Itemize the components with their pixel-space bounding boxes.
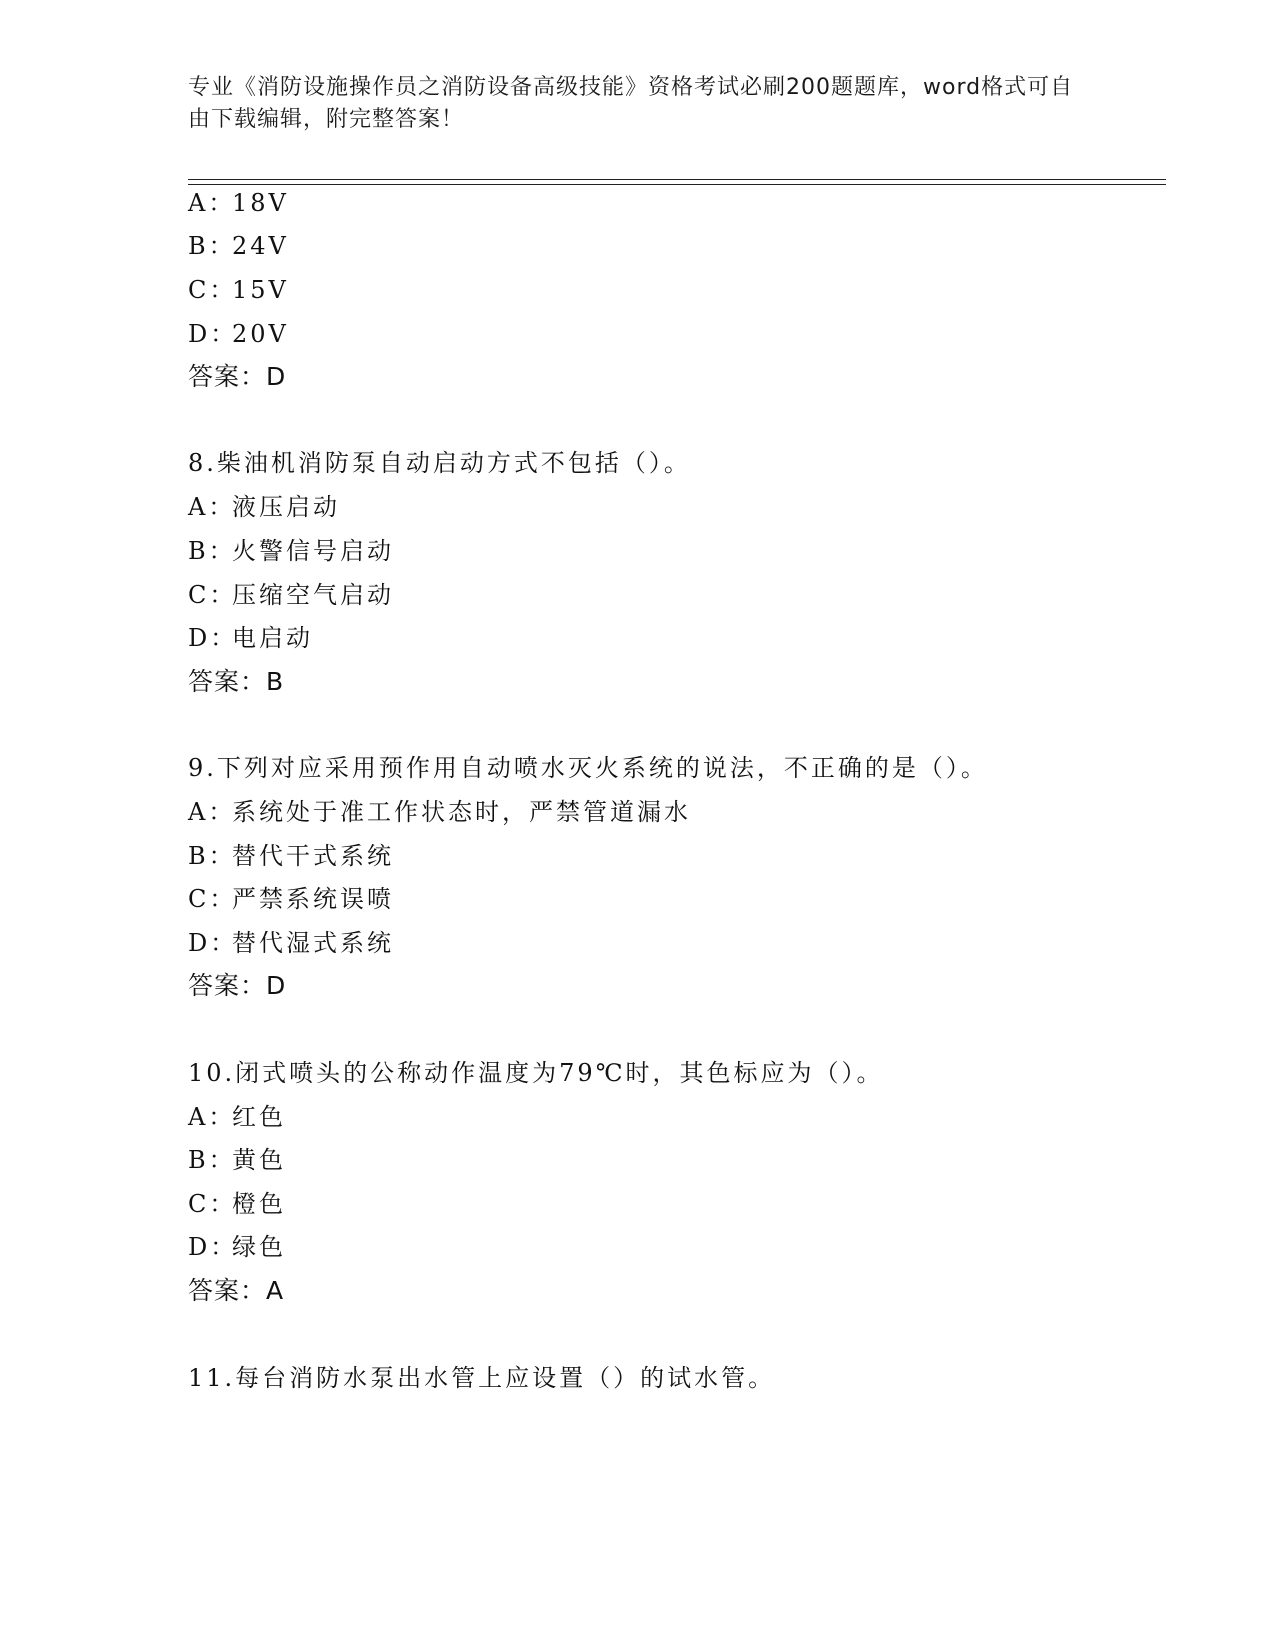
q8-option-b: B：火警信号启动 [188,537,394,565]
q7-option-a: A：18V [188,189,289,217]
q8-option-c: C：压缩空气启动 [188,581,394,609]
q10-option-c: C：橙色 [188,1190,286,1218]
q9-answer: 答案：D [188,971,287,1000]
header-divider-top [188,179,1166,180]
q10-option-a: A：红色 [188,1103,286,1131]
q7-option-c: C：15V [188,276,289,304]
q9-option-a: A：系统处于准工作状态时，严禁管道漏水 [188,798,691,826]
document-header: 专业《消防设施操作员之消防设备高级技能》资格考试必刷200题题库，word格式可自由下载编辑，附完整答案！ [188,75,1074,132]
q9-option-b: B：替代干式系统 [188,842,394,870]
q11-question: 11.每台消防水泵出水管上应设置（）的试水管。 [188,1364,776,1392]
q10-option-d: D：绿色 [188,1233,286,1261]
q8-option-d: D：电启动 [188,624,313,652]
header-divider-bottom [188,184,1166,185]
q8-answer: 答案：B [188,667,285,696]
q8-question: 8.柴油机消防泵自动启动方式不包括（）。 [188,449,691,477]
q10-question: 10.闭式喷头的公称动作温度为79℃时，其色标应为（）。 [188,1059,884,1087]
q9-question: 9.下列对应采用预作用自动喷水灭火系统的说法，不正确的是（）。 [188,754,988,782]
q10-option-b: B：黄色 [188,1146,286,1174]
q9-option-d: D：替代湿式系统 [188,929,394,957]
q7-answer: 答案：D [188,362,287,391]
q9-option-c: C：严禁系统误喷 [188,885,394,913]
q7-option-d: D：20V [188,320,289,348]
q8-option-a: A：液压启动 [188,493,340,521]
q7-option-b: B：24V [188,232,289,260]
q10-answer: 答案：A [188,1276,285,1305]
